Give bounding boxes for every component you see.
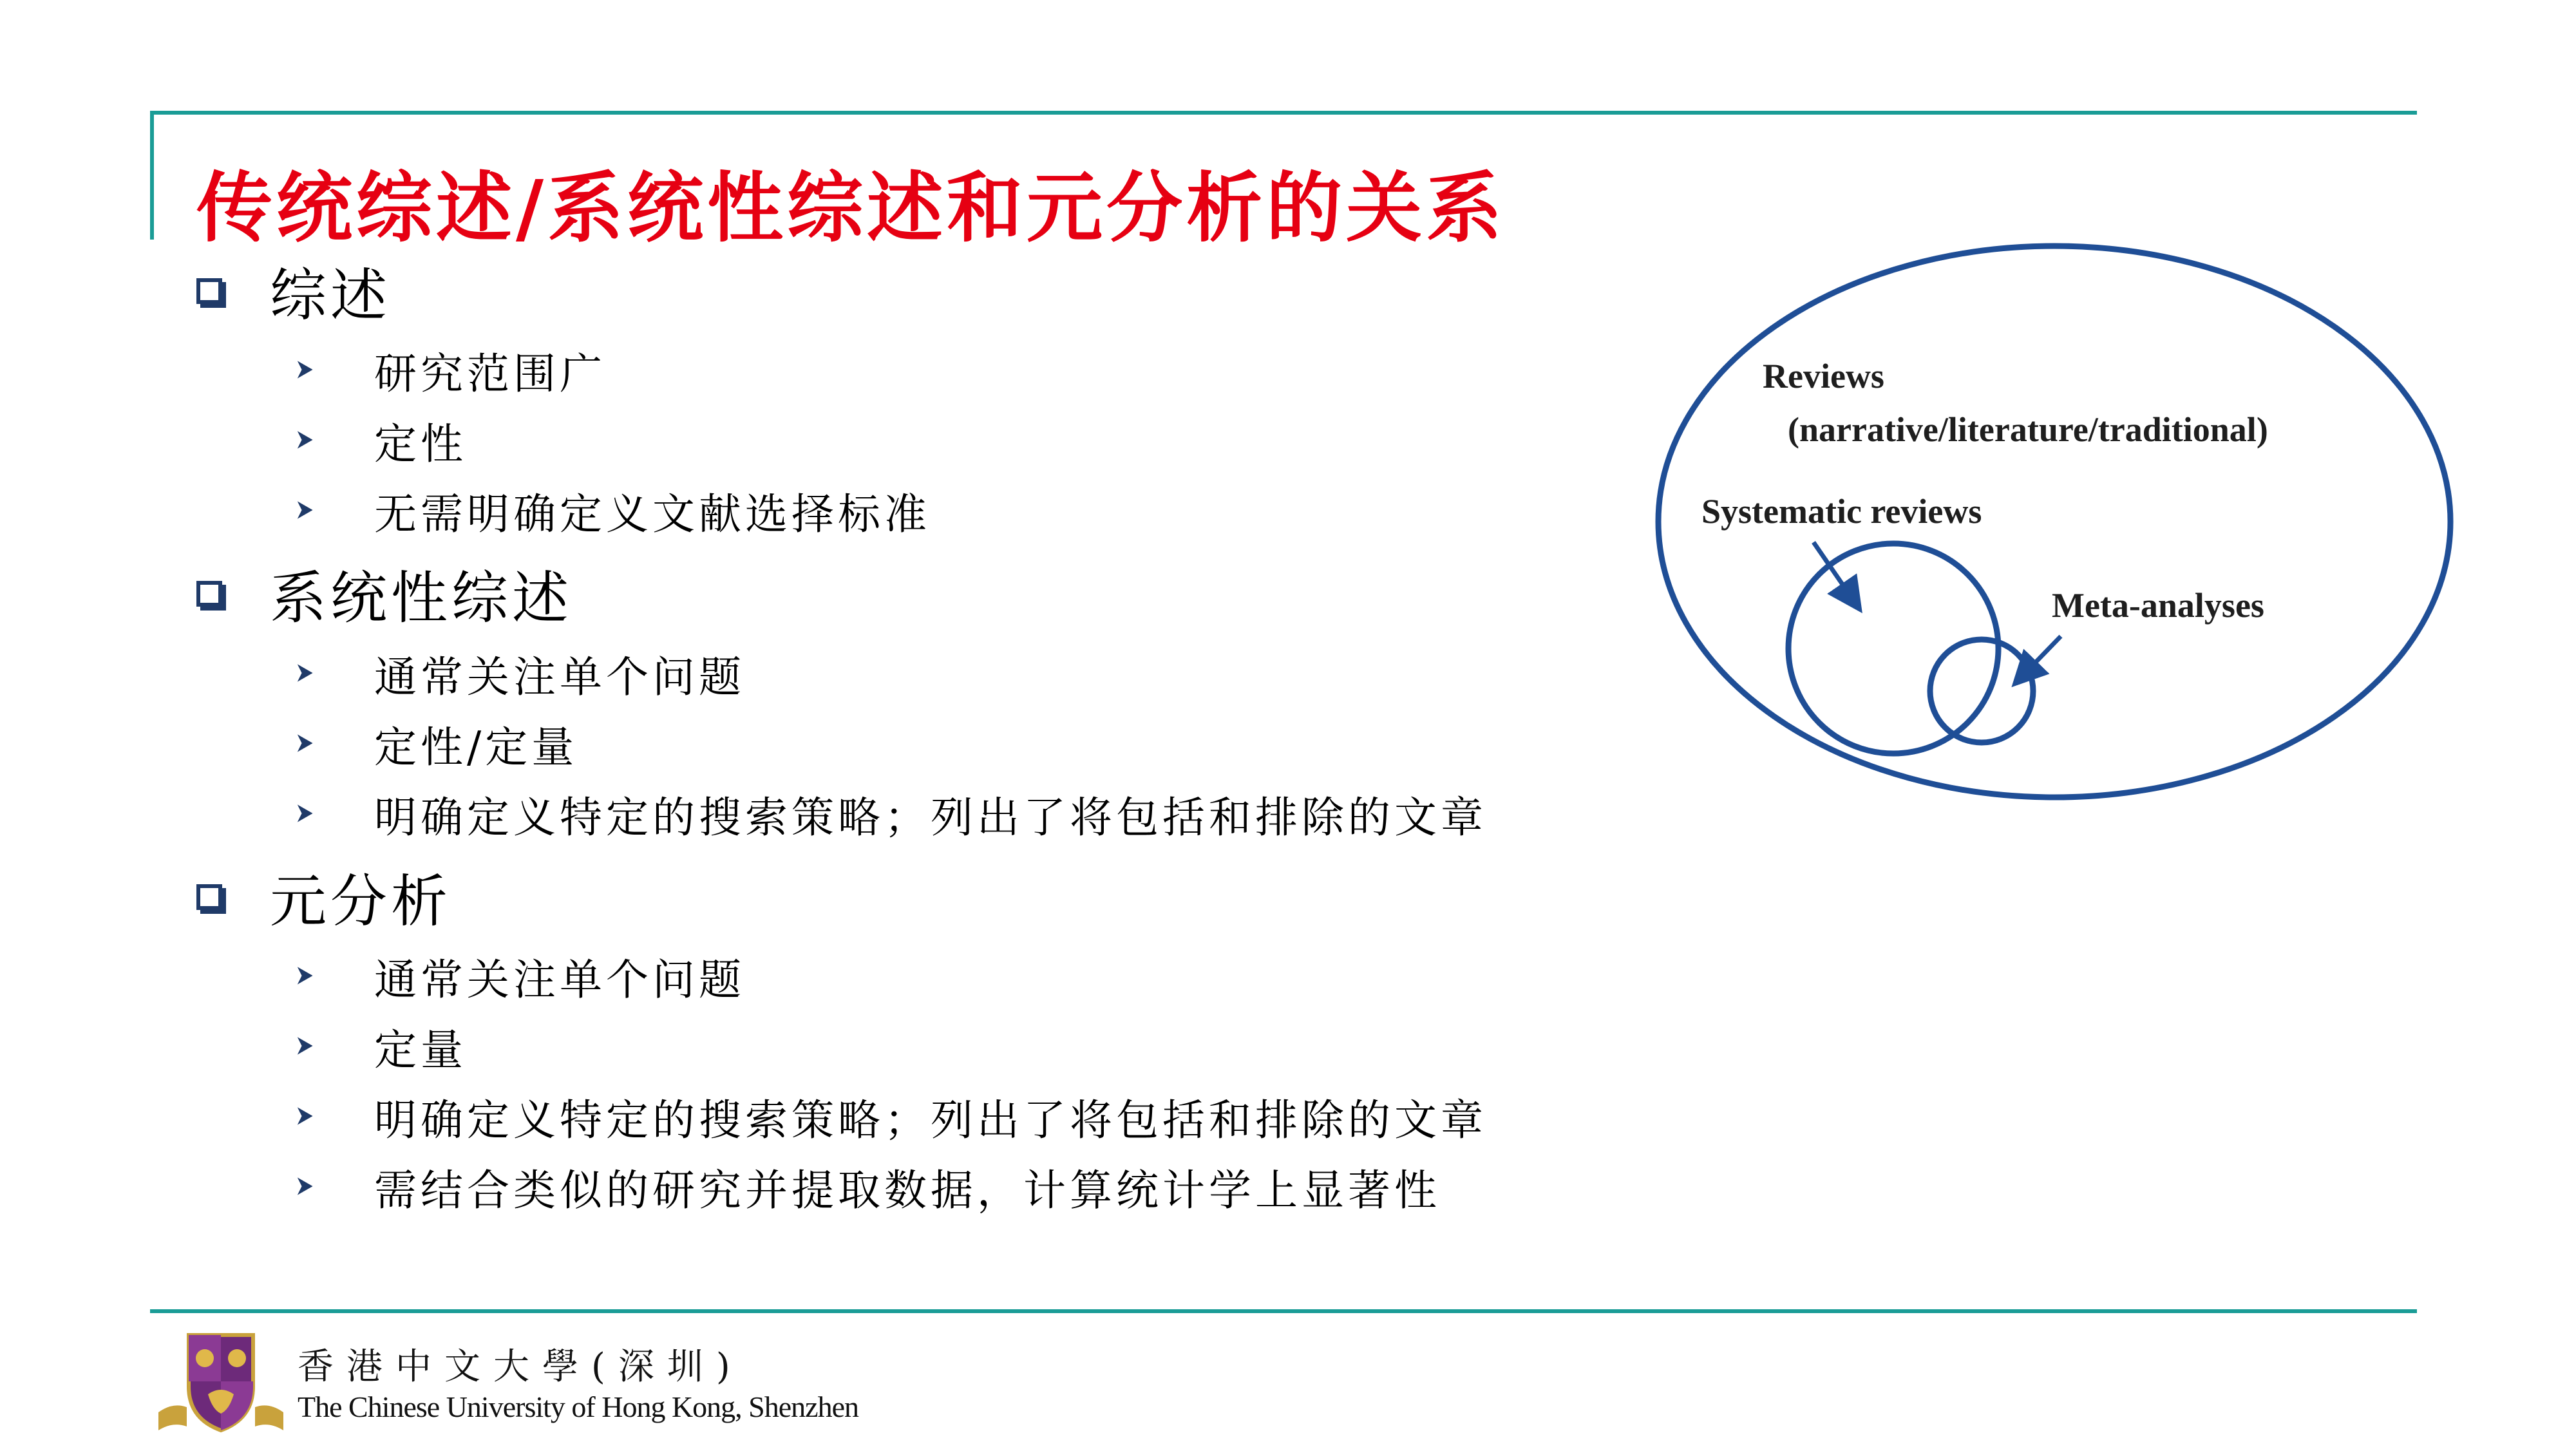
systematic-reviews-label: Systematic reviews <box>1701 492 1982 531</box>
arrow-bullet-icon <box>293 732 315 754</box>
systematic-reviews-circle <box>1788 544 1998 753</box>
section-heading-systematic-reviews: 系统性综述 <box>196 555 573 632</box>
reviews-label: Reviews <box>1763 357 1884 395</box>
arrow-bullet-icon <box>293 662 315 684</box>
meta-arrow <box>2021 636 2061 677</box>
meta-analyses-label: Meta-analyses <box>2052 586 2264 625</box>
list-item: 明确定义特定的搜索策略；列出了将包括和排除的文章 <box>293 781 1487 846</box>
venn-diagram <box>1636 232 2473 811</box>
section-heading-reviews: 综述 <box>196 252 391 330</box>
university-name-cn: 香港中文大學(深圳) <box>298 1346 743 1388</box>
arrow-bullet-icon <box>293 802 315 824</box>
list-item: 明确定义特定的搜索策略；列出了将包括和排除的文章 <box>293 1084 1487 1148</box>
arrow-bullet-icon <box>293 499 315 521</box>
list-item: 研究范围广 <box>293 337 606 402</box>
list-item: 需结合类似的研究并提取数据，计算统计学上显著性 <box>293 1154 1441 1218</box>
arrow-bullet-icon <box>293 359 315 381</box>
square-bullet-icon <box>196 884 222 910</box>
arrow-bullet-icon <box>293 965 315 987</box>
arrow-bullet-icon <box>293 1035 315 1057</box>
footer-rule <box>150 1309 2417 1313</box>
university-name-en: The Chinese University of Hong Kong, Shenzhen <box>298 1390 859 1423</box>
list-item: 定性/定量 <box>293 711 578 775</box>
arrow-bullet-icon <box>293 1175 315 1197</box>
square-bullet-icon <box>196 581 222 607</box>
list-item: 定量 <box>293 1014 467 1078</box>
university-crest-icon <box>153 1330 289 1436</box>
arrow-bullet-icon <box>293 1105 315 1127</box>
list-item: 无需明确定义文献选择标准 <box>293 478 931 542</box>
list-item: 通常关注单个问题 <box>293 943 745 1008</box>
square-bullet-icon <box>196 278 222 304</box>
arrow-bullet-icon <box>293 429 315 451</box>
section-heading-meta-analysis: 元分析 <box>196 858 451 936</box>
list-item: 定性 <box>293 408 467 472</box>
list-item: 通常关注单个问题 <box>293 641 745 705</box>
reviews-sub-label: (narrative/literature/traditional) <box>1788 410 2268 449</box>
slide-title: 传统综述/系统性综述和元分析的关系 <box>196 163 1506 252</box>
meta-analyses-circle <box>1930 639 2033 743</box>
